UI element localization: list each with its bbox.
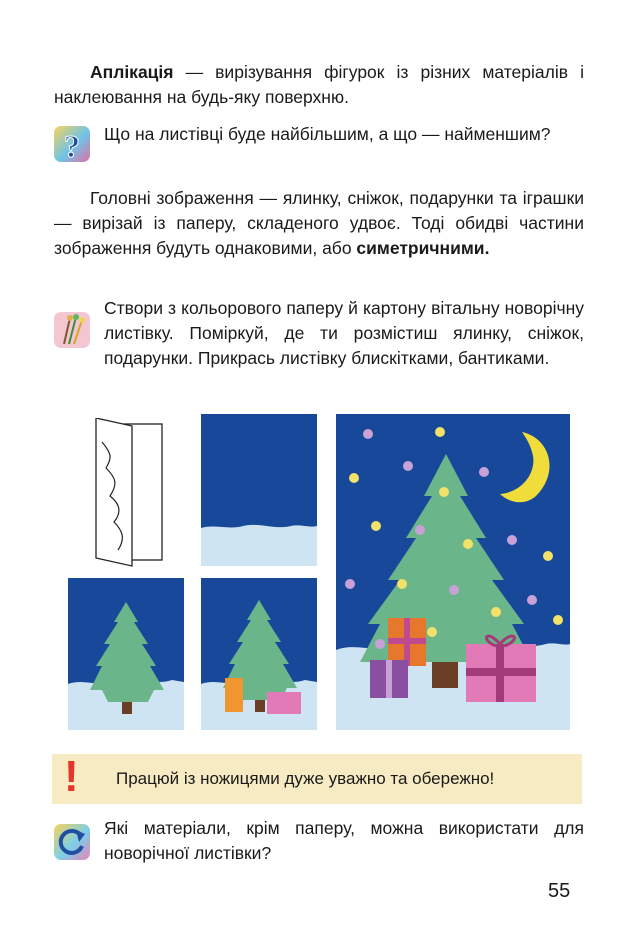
instructions-paragraph <box>54 186 584 261</box>
warning-text: Працюй із ножицями дуже уважно та обережно! <box>116 769 495 788</box>
task-text: Створи з кольорового паперу й картону вітальну новорічну листівку. Поміркуй, де ти розмістиш ялинку, сніжок, подарунки. Прикрась листівку блискітками, бантиками. <box>104 298 584 368</box>
folded-paper-template <box>92 418 172 568</box>
definition-term: Аплікація <box>90 62 174 82</box>
warning-banner <box>52 754 582 804</box>
exclamation-icon: ! <box>64 752 79 801</box>
finished-card <box>336 414 570 730</box>
craft-brushes-icon <box>54 312 90 348</box>
instructions-text: Головні зображення — ялинку, сніжок, подарунки та іграшки — вирізай із паперу, складеного удвоє. Тоді обидві частини зображення будуть однаковими, або <box>54 188 584 258</box>
question-text: Що на листівці буде найбільшим, а що — найменшим? <box>104 124 551 144</box>
definition-text: — вирізування фігурок із різних матеріалів і наклеювання на будь-яку поверхню. <box>54 62 584 107</box>
tree-gifts-card-step <box>201 578 317 730</box>
instructions-bold-term: симетричними. <box>356 238 490 258</box>
circular-arrow-icon <box>54 824 90 860</box>
question-mark-icon <box>54 126 90 162</box>
tree-card-step <box>68 578 184 730</box>
svg-text:?: ? <box>64 128 80 162</box>
review-question-text: Які матеріали, крім паперу, можна використати для новорічної листівки? <box>104 818 584 863</box>
blank-card-step <box>201 414 317 566</box>
definition-paragraph <box>54 60 584 110</box>
page-number: 55 <box>548 880 571 902</box>
